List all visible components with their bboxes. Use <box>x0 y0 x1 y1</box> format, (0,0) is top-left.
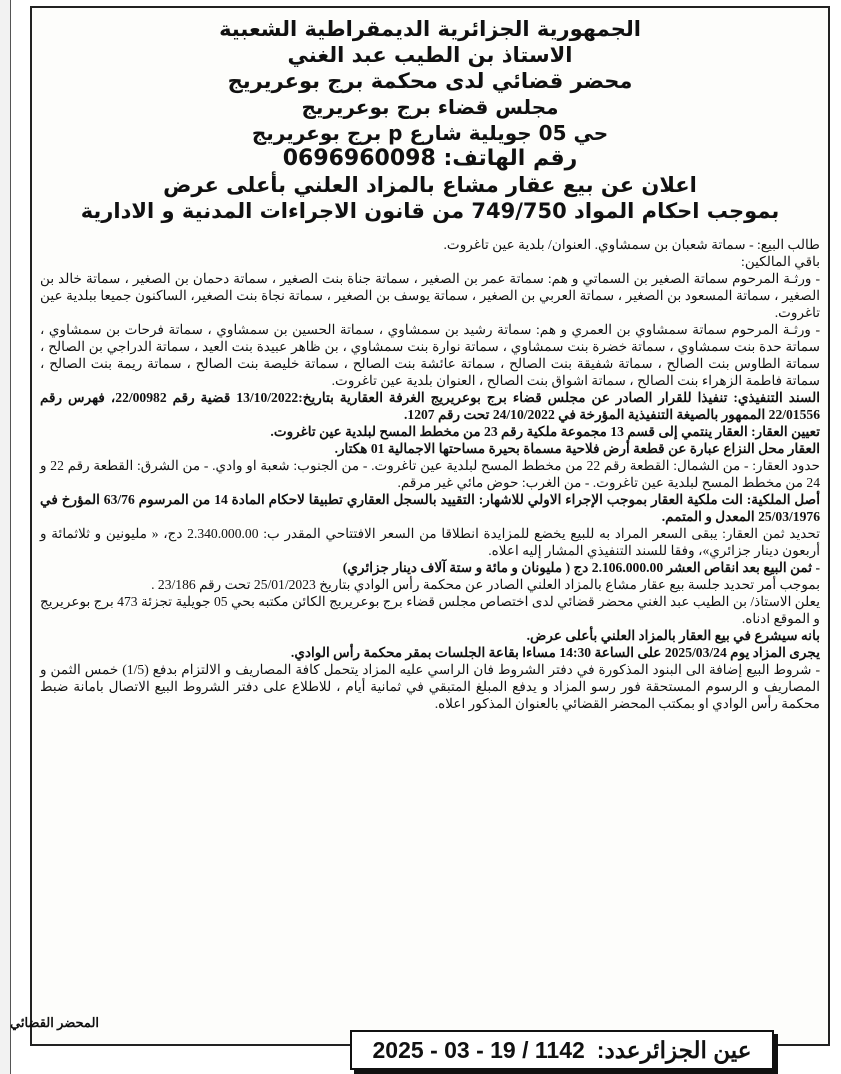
paragraph: بموجب أمر تحديد جلسة بيع عقار مشاع بالمزاد العلني الصادر عن محكمة رأس الوادي بتاريخ 25/01/2023 تحت رقم 23/186 . <box>151 577 820 592</box>
publication-label: عين الجزائرعدد: <box>596 1036 752 1063</box>
legal-notice <box>30 6 830 1046</box>
paragraph: بانه سيشرع في بيع العقار بالمزاد العلني بأعلى عرض. <box>526 628 820 643</box>
paragraph: العقار محل النزاع عبارة عن قطعة أرض فلاحية مسماة بحيرة مساحتها الاجمالية 01 هكتار. <box>334 441 820 456</box>
signature-label: المحضر القضائي <box>10 1015 100 1030</box>
paragraph: - شروط البيع إضافة الى البنود المذكورة في دفتر الشروط فان الراسي عليه المزاد يتحمل كافة المصاريف و الالتزام بدفع (1/5) خمس الثمن و المصاريف و الرسوم المستحقة فور رسو المزاد و يدفع المبلغ المتبقي في ثمانية أيام ، للاطلاع على دفتر الشروط البيع الاتصال بامانة ضبط محكمة رأس الوادي او بمكتب المحضر القضائي بالعنوان المذكور اعلاه. <box>40 662 820 711</box>
republic-title: الجمهورية الجزائرية الديمقراطية الشعبية <box>219 17 641 41</box>
notice-body <box>32 224 828 712</box>
adjacent-column-edge <box>0 0 11 1074</box>
council-line: مجلس قضاء برج بوعريريج <box>301 95 559 119</box>
paragraph: تعيين العقار: العقار ينتمي إلى قسم 13 مجموعة ملكية رقم 23 من مخطط المسح لبلدية عين تاغروت. <box>270 424 820 439</box>
notice-header <box>32 8 828 224</box>
phone-number: 0696960098 <box>282 146 436 171</box>
paragraph: باقي المالكين: <box>741 254 820 269</box>
publication-box <box>350 1030 774 1070</box>
address-line: حي 05 جويلية شارع p برج بوعريريج <box>251 121 609 145</box>
paragraph: - ورثـة المرحوم سماتة الصغير بن السماتي و هم: سماتة عمر بن الصغير ، سماتة جناة بنت الصغير ، سماتة دحمان بن الصغير ، سماتة خالد بن الصغير ، سماتة المسعود بن الصغير ، سماتة العربي بن الصغير ، سماتة يوسف بن الصغير ، سماتة نجاة بنت الصغير، الساكنون جميعا ببلدية عين تاغروت. <box>40 271 820 320</box>
paragraph: - ثمن البيع بعد انقاص العشر 2.106.000.00 دج ( مليونان و مائة و ستة آلاف دينار جزائري) <box>342 560 820 575</box>
paragraph: يعلن الاستاذ/ بن الطيب عبد الغني محضر قضائي لدى اختصاص مجلس قضاء برج بوعريريج الكائن مكتبه بحي 05 جويلية تجزئة 473 برج بوعريريج و الموقع ادناه. <box>40 594 820 626</box>
paragraph: السند التنفيذي: تنفيذا للقرار الصادر عن مجلس قضاء برج بوعريريج الغرفة العقارية بتاريخ:13/10/2022 قضية رقم 22/00982، فهرس رقم 22/01556 الممهور بالصيغة التنفيذية المؤرخة في 24/10/2022 تحت رقم 1207. <box>40 390 820 422</box>
publication-date: 2025 - 03 - 19 / 1142 <box>372 1036 585 1063</box>
phone-label: رقم الهاتف: <box>443 146 578 171</box>
paragraph: يجرى المزاد يوم 2025/03/24 على الساعة 14:30 مساءا بقاعة الجلسات بمقر محكمة رأس الوادي. <box>290 645 820 660</box>
office-line: محضر قضائي لدى محكمة برج بوعريريج <box>227 69 633 93</box>
announcement-title: اعلان عن بيع عقار مشاع بالمزاد العلني بأعلى عرض <box>163 173 697 197</box>
paragraph: طالب البيع: - سماتة شعبان بن سمشاوي. العنوان/ بلدية عين تاغروت. <box>443 237 820 252</box>
paragraph: - ورثـة المرحوم سماتة سمشاوي بن العمري و هم: سماتة رشيد بن سمشاوي ، سماتة الحسين بن سمشاوي ، سماتة فرحات بن سمشاوي ، سماتة حدة بنت سمشاوي ، سماتة خضرة بنت سمشاوي ، سماتة نوارة بنت سمشاوي ، بن ظاهر عبيدة بنت العيد ، سماتة الدراجي بن الصالح ، سماتة الطاوس بنت الصالح ، سماتة شفيقة بنت الصالح ، سماتة عائشة بنت الصالح ، سماتة خليصة بنت الصالح ، سماتة ريمة بنت الصالح ، سماتة فاطمة الزهراء بنت الصالح ، سماتة اشواق بنت الصالح ، العنوان بلدية عين تاغروت. <box>40 322 820 388</box>
paragraph: تحديد ثمن العقار: يبقى السعر المراد به للبيع يخضع للمزايدة انطلاقا من السعر الافتتاحي المقدر ب: 2.340.000.00 دج، « مليونين و ثلاثمائة و أربعون دينار جزائري»، وفقا للسند التنفيذي المشار إليه اعلاه. <box>40 526 820 558</box>
bailiff-name: الاستاذ بن الطيب عبد الغني <box>287 43 573 67</box>
legal-basis: بموجب احكام المواد 749/750 من قانون الاجراءات المدنية و الادارية <box>80 199 780 223</box>
paragraph: حدود العقار: - من الشمال: القطعة رقم 22 من مخطط المسح لبلدية عين تاغروت. - من الجنوب: شعبة او وادي. - من الشرق: القطعة رقم 22 و 24 من مخطط المسح لبلدية عين تاغروت. - من الغرب: حوض مائي غير مرقم. <box>40 458 820 490</box>
paragraph: أصل الملكية: الت ملكية العقار بموجب الإجراء الاولي للاشهار: التقييد بالسجل العقاري تطبيقا لاحكام المادة 14 من المرسوم 63/76 المؤرخ في 25/03/1976 المعدل و المتمم. <box>40 492 821 524</box>
phone-line <box>42 146 818 172</box>
